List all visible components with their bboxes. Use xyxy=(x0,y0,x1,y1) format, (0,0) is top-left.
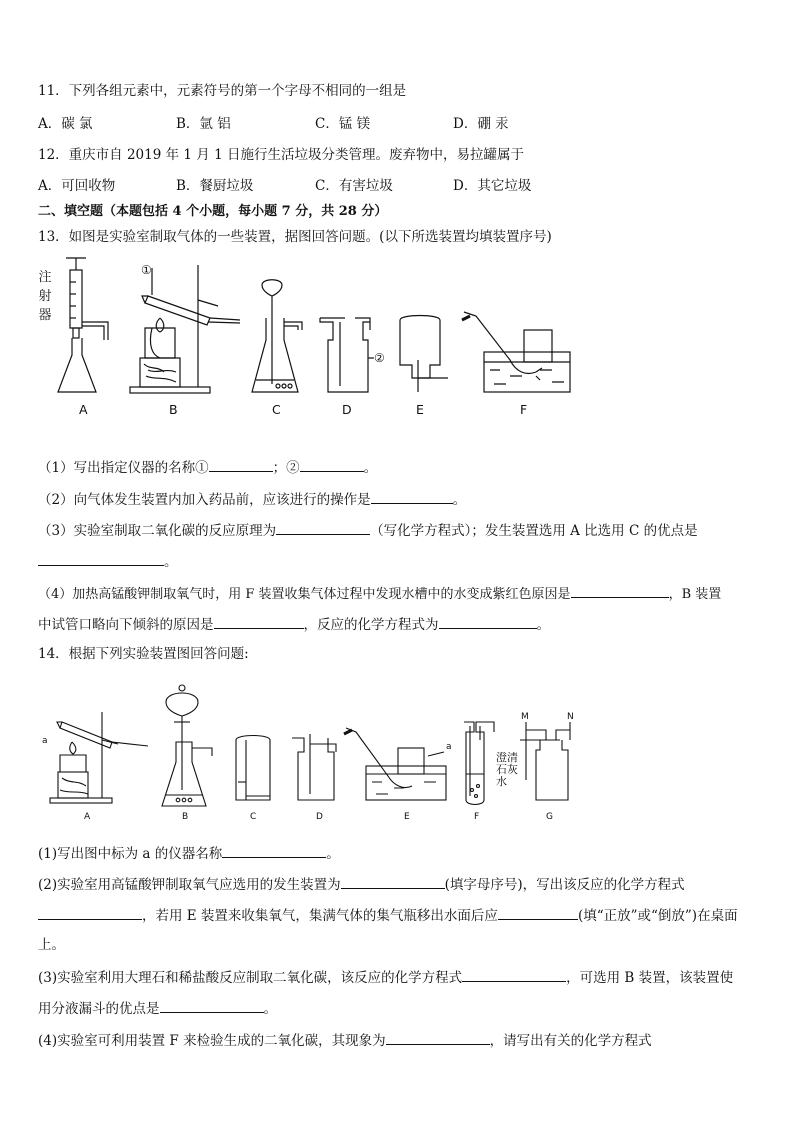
q13-label-f: F xyxy=(520,402,528,417)
q14-label-e: E xyxy=(404,812,410,822)
syringe-label-3: 器 xyxy=(38,308,52,323)
q14-part2-cont: ，若用 E 装置来收集氧气，集满气体的集气瓶移出水面后应 (填“正放”或“倒放”)在桌面 xyxy=(38,905,738,925)
syringe-label-1: 注 xyxy=(38,270,52,285)
apparatus-e-trough xyxy=(344,728,446,800)
q11-option-a: A．碳 氯 xyxy=(38,116,93,132)
q13-part4: （4）加热高锰酸钾制取氧气时，用 F 装置收集气体过程中发现水槽中的水变成紫红色原因是 ，B 装置 xyxy=(38,583,721,604)
answer-blank[interactable] xyxy=(386,1030,490,1045)
q13-part3-cont: 。 xyxy=(38,551,178,571)
q12-option-c: C．有害垃圾 xyxy=(315,178,393,194)
q14-part3-cont: 用分液漏斗的优点是 。 xyxy=(38,998,277,1018)
q14-label-m: M xyxy=(521,712,529,722)
limewater-label: 澄清 石灰 水 xyxy=(496,751,518,788)
q14-part3: (3)实验室利用大理石和稀盐酸反应制取二氧化碳，该反应的化学方程式 ，可选用 B 装置，该装置使 xyxy=(38,967,733,987)
q14-label-n: N xyxy=(567,712,574,722)
q14-stem: 14．根据下列实验装置图回答问题: xyxy=(38,646,249,662)
answer-blank[interactable] xyxy=(160,998,264,1013)
apparatus-g-gas-bottle xyxy=(520,722,570,800)
q11-option-b: B．氩 铝 xyxy=(176,116,231,132)
q14-part1: (1)写出图中标为 a 的仪器名称 。 xyxy=(38,843,340,863)
q13-label-b: B xyxy=(169,402,178,417)
section-title: 二、填空题（本题包括 4 个小题，每小题 7 分，共 28 分） xyxy=(38,204,388,219)
svg-text:②: ② xyxy=(374,351,385,365)
q12-stem: 12．重庆市自 2019 年 1 月 1 日施行生活垃圾分类管理。废弃物中，易拉罐属于 xyxy=(38,147,524,163)
q12-option-d: D．其它垃圾 xyxy=(453,178,532,194)
q13-label-c: C xyxy=(272,402,281,417)
q12-option-a: A．可回收物 xyxy=(38,178,116,194)
apparatus-a-heating xyxy=(50,712,148,803)
answer-blank[interactable] xyxy=(341,874,445,889)
q14-label-g: G xyxy=(546,812,553,822)
q11-option-c: C．锰 镁 xyxy=(315,116,371,132)
apparatus-b-sep-funnel xyxy=(162,685,212,806)
q14-label-b: B xyxy=(182,812,189,822)
q13-part4-cont: 中试管口略向下倾斜的原因是 ，反应的化学方程式为 。 xyxy=(38,614,550,634)
q13-stem: 13．如图是实验室制取气体的一些装置，据图回答问题。(以下所选装置均填装置序号) xyxy=(38,229,552,245)
syringe-label-2: 射 xyxy=(38,289,52,304)
q14-part2: (2)实验室用高锰酸钾制取氧气应选用的发生装置为 (填字母序号)，写出该反应的化学方程式 xyxy=(38,874,685,894)
apparatus-c-bottle xyxy=(236,736,270,801)
q14-label-d: D xyxy=(316,812,323,822)
apparatus-d-gas-bottle xyxy=(292,734,336,800)
q13-label-e: E xyxy=(416,402,424,417)
q11-stem: 11．下列各组元素中，元素符号的第一个字母不相同的一组是 xyxy=(38,83,407,99)
q13-part3: （3）实验室制取二氧化碳的反应原理为 （写化学方程式）；发生装置选用 A 比选用 C 的优点是 xyxy=(38,520,698,540)
q12-option-b: B．餐厨垃圾 xyxy=(176,178,254,194)
q13-part1: （1）写出指定仪器的名称① ；② 。 xyxy=(38,457,377,477)
q13-label-d: D xyxy=(342,402,352,417)
q13-label-a: A xyxy=(79,402,88,417)
answer-blank[interactable] xyxy=(222,843,326,858)
q11-option-d: D．硼 汞 xyxy=(453,116,509,132)
q14-label-c: C xyxy=(250,812,257,822)
answer-blank[interactable] xyxy=(38,905,142,920)
q14-part2-end: 上。 xyxy=(38,937,65,953)
q14-a-label-left: a xyxy=(42,736,48,746)
answer-blank[interactable] xyxy=(462,967,566,982)
q13-part2: （2）向气体发生装置内加入药品前，应该进行的操作是 。 xyxy=(38,489,466,509)
q14-label-f: F xyxy=(474,812,480,822)
svg-text:①: ① xyxy=(141,263,152,277)
q14-a-label-right: a xyxy=(446,742,452,752)
q14-label-a: A xyxy=(84,812,91,822)
answer-blank[interactable] xyxy=(498,905,578,920)
apparatus-f-test-tube xyxy=(464,722,494,805)
q14-part4: (4)实验室可利用装置 F 来检验生成的二氧化碳，其现象为 ，请写出有关的化学方程式 xyxy=(38,1030,652,1050)
